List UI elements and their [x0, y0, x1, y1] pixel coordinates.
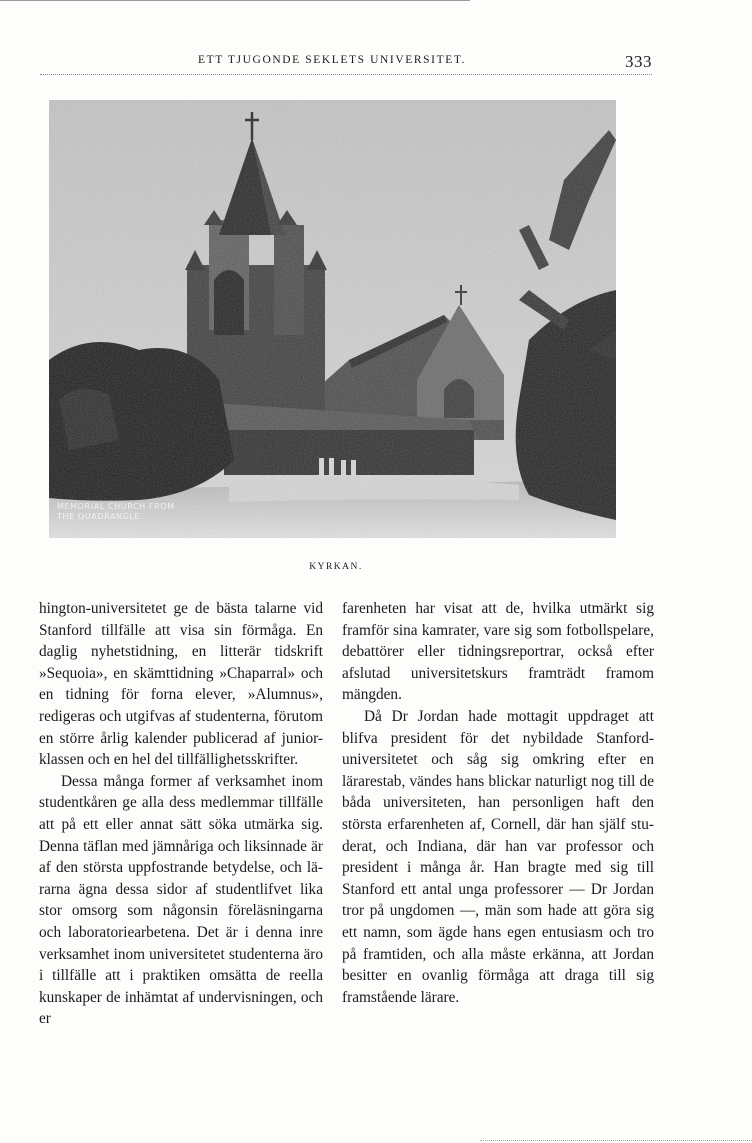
photo-caption-line-2: THE QUADRANGLE. [57, 512, 144, 521]
church-photograph [49, 100, 616, 538]
paragraph: hington-universitetet ge de bästa talarne vid Stanford tillfälle att visa sin förmåga. En daglig nyhetstidning, en litterär tidskrift »Sequoia», en skämttidning »Chaparral» och en tidning för forna elever, »Alumnus», redigeras och utgifvas af studenterna, förutom en större årlig kalender publicerad af junior-klassen och en hel del tillfällighetsskrifter. [39, 600, 323, 769]
running-title: ETT TJUGONDE SEKLETS UNIVERSITET. [198, 54, 467, 66]
photo-caption [57, 502, 175, 522]
top-edge-rule [0, 0, 470, 1]
figure-caption: KYRKAN. [309, 562, 363, 572]
photo-caption-line-1: MEMORIAL CHURCH FROM [57, 502, 175, 511]
page-number: 333 [625, 52, 652, 71]
bottom-edge-rule [480, 1140, 752, 1141]
paragraph: Dessa många former af verksamhet inom studentkåren ge alla dess medlemmar tillfälle att på ett eller annat sätt söka utmärka sig. Denna täflan med jämnåriga och liksinnade är af den största uppfostrande betydelse, och lärarna ägna dessa sidor af studentlifvet lika stor omsorg som någonsin föreläsningarna och laboratoriearbetena. Det är i denna inre verksamhet inom universitetet studenterna äro i tillfälle att i praktiken omsätta de reella kunskaper de inhämtat af undervisningen, och er [39, 772, 323, 1028]
right-column [342, 598, 654, 1008]
header-rule [40, 74, 652, 75]
left-column [39, 598, 323, 1030]
paragraph: Då Dr Jordan hade mottagit uppdraget att blifva president för det nybildade Stanford-universitetet och såg sig omkring efter en lärarestab, vändes hans blickar naturligt nog till de båda universiteten, han personligen haft den största erfarenheten af, Cornell, där han själf studerat, och Indiana, där han var professor och president i många år. Han bragte med sig till Stanford ett antal unga professorer — Dr Jordan tror på ungdomen —, män som hade att göra sig ett namn, som ägde hans egen entusiasm och tro på framtiden, och alla måste erkänna, att Jordan besitter en ovanlig förmåga att draga till sig framstående lärare. [342, 707, 654, 1006]
paragraph: farenheten har visat att de, hvilka utmärkt sig framför sina kamrater, vare sig som fotbollspelare, debattörer eller tidningsreportrar, också efter afslutad universitetskurs framträdt framom mängden. [342, 600, 654, 704]
